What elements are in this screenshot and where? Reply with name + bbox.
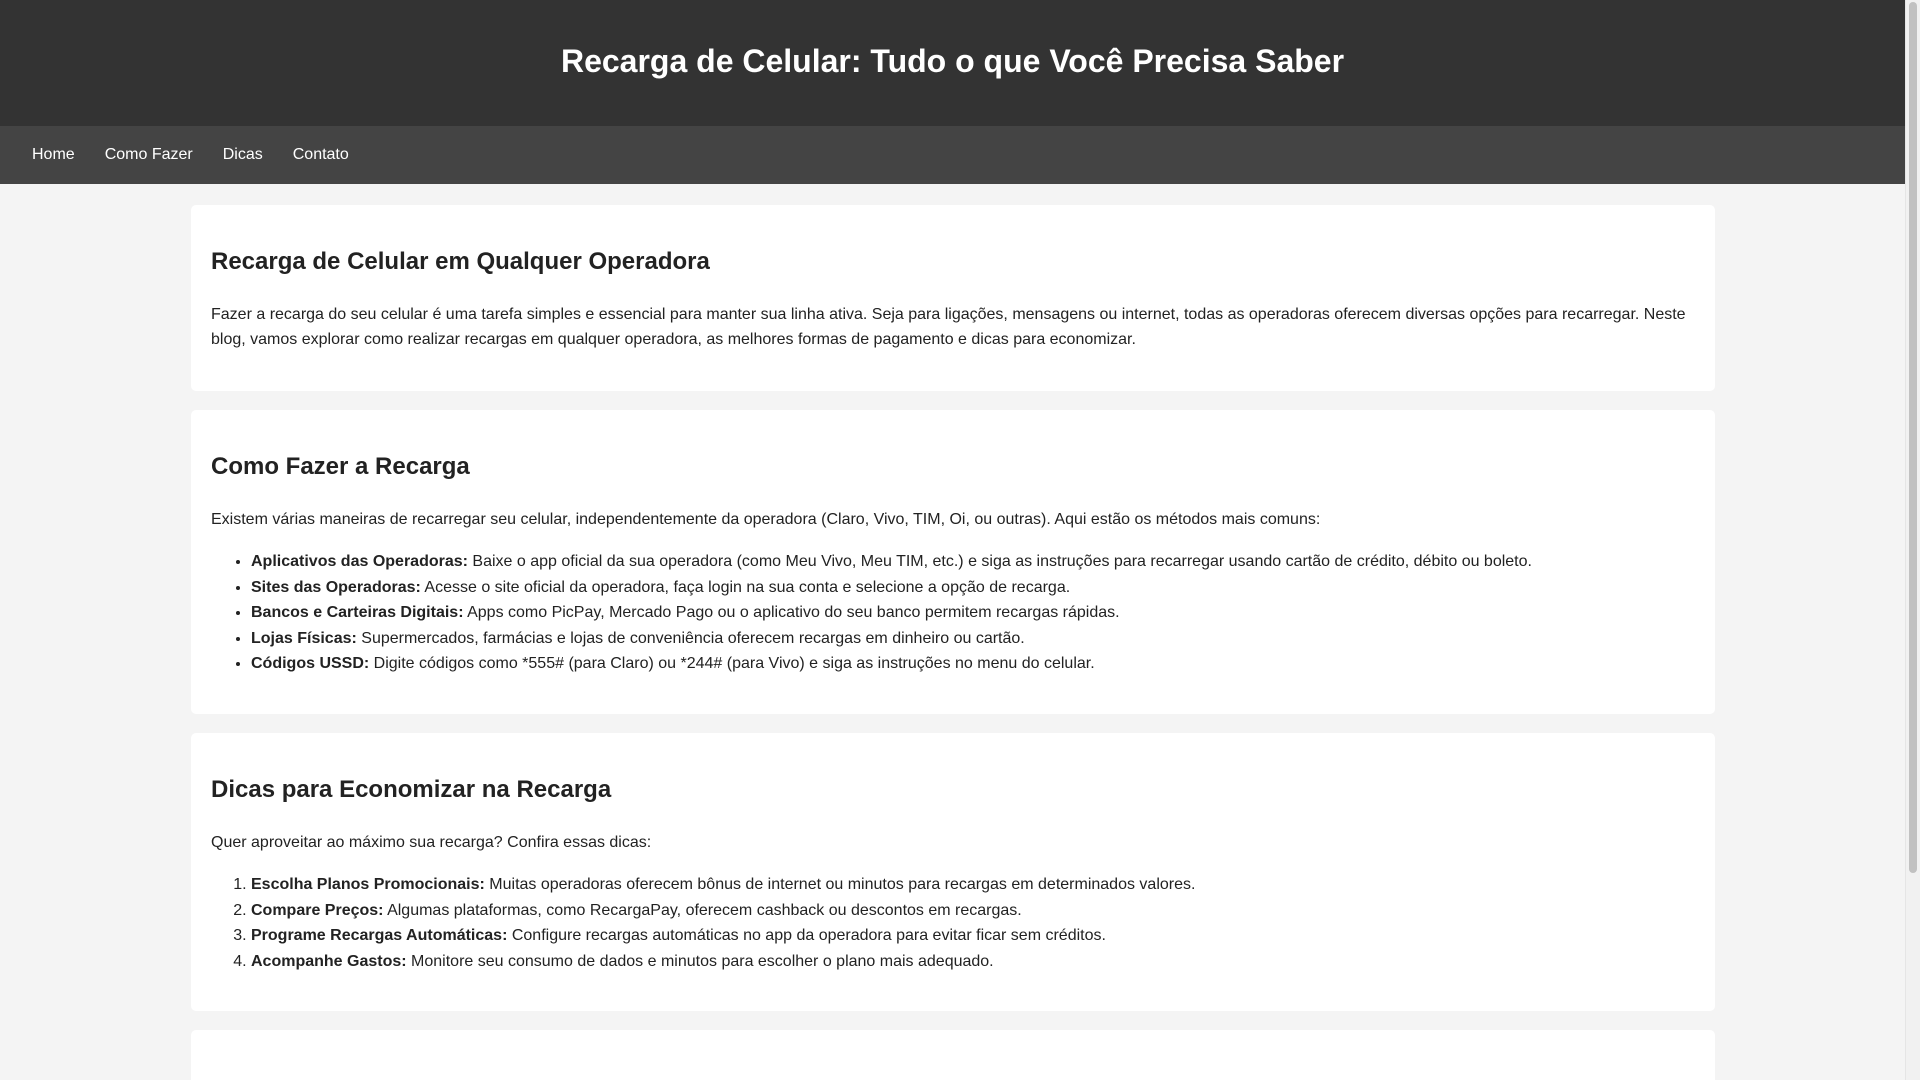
- section-dicas: [191, 733, 1715, 1011]
- vertical-scrollbar[interactable]: [1905, 0, 1920, 1080]
- section-paragraph: Existem várias maneiras de recarregar seu celular, independentemente da operadora (Claro, Vivo, TIM, Oi, ou outras). Aqui estão os métodos mais comuns:: [211, 511, 1321, 528]
- list-item: 2. Compare Preços: Algumas plataformas, como RecargaPay, oferecem cashback ou descontos em recargas.: [251, 898, 1695, 924]
- nav-link-contato[interactable]: Contato: [292, 146, 349, 163]
- list-item: • Sites das Operadoras: Acesse o site oficial da operadora, faça login na sua conta e selecione a opção de recarga.: [251, 575, 1695, 601]
- section-title: Como Fazer a Recarga: [211, 453, 470, 480]
- page-title: Recarga de Celular: Tudo o que Você Precisa Saber: [560, 42, 1345, 79]
- section-title: Dicas para Economizar na Recarga: [211, 776, 612, 803]
- scrollbar-thumb[interactable]: [1909, 2, 1917, 873]
- section-paragraph: Fazer a recarga do seu celular é uma tarefa simples e essencial para manter sua linha ativa. Seja para ligações, mensagens ou internet, todas as operadoras oferecem diversas opções para recarregar. Neste blog, vamos explorar como realizar recargas em qualquer operadora, as melhores formas de pagamento e dicas para economizar.: [211, 306, 1686, 348]
- list-item: 1. Escolha Planos Promocionais: Muitas operadoras oferecem bônus de internet ou minutos para recargas em determinados valores.: [251, 872, 1695, 898]
- nav-link-home[interactable]: Home: [32, 146, 75, 163]
- list-item: 3. Programe Recargas Automáticas: Configure recargas automáticas no app da operadora para evitar ficar sem créditos.: [251, 923, 1695, 949]
- section-next: [191, 1030, 1715, 1080]
- section-como-fazer: [191, 410, 1715, 714]
- section-intro: [191, 205, 1715, 391]
- list-item: • Aplicativos das Operadoras: Baixe o app oficial da sua operadora (como Meu Vivo, Meu TIM, etc.) e siga as instruções para recarregar usando cartão de crédito, débito ou boleto.: [251, 549, 1695, 575]
- section-paragraph: Quer aproveitar ao máximo sua recarga? Confira essas dicas:: [211, 834, 652, 851]
- site-header: [0, 0, 1905, 126]
- methods-list: [211, 549, 1695, 677]
- list-item: • Lojas Físicas: Supermercados, farmácias e lojas de conveniência oferecem recargas em dinheiro ou cartão.: [251, 626, 1695, 652]
- nav-link-como-fazer[interactable]: Como Fazer: [104, 146, 193, 163]
- section-title: Recarga de Celular em Qualquer Operadora: [211, 248, 710, 275]
- nav-link-dicas[interactable]: Dicas: [222, 146, 263, 163]
- list-item: • Códigos USSD: Digite códigos como *555# (para Claro) ou *244# (para Vivo) e siga as instruções no menu do celular.: [251, 651, 1695, 677]
- list-item: 4. Acompanhe Gastos: Monitore seu consumo de dados e minutos para escolher o plano mais adequado.: [251, 949, 1695, 975]
- list-item: • Bancos e Carteiras Digitais: Apps como PicPay, Mercado Pago ou o aplicativo do seu banco permitem recargas rápidas.: [251, 600, 1695, 626]
- tips-list: [211, 872, 1695, 974]
- main-nav: [0, 126, 1905, 184]
